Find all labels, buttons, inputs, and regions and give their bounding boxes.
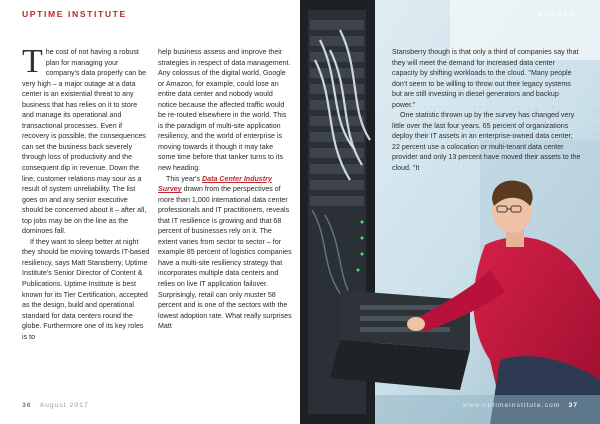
article-paragraph-6: One statistic thrown up by the survey has changed very little over the last four years. 65 percent of organizations deploy their IT assets in an enterprise-owned data center; 22 percent use a colocation or multi-tenant data center provider and only 13 percent have moved their assets to the cloud. "It [392, 111, 581, 173]
article-paragraph-5: Stansberry though is that only a third of companies say that they will meet the demand for increased data center capacity by shifting workloads to the cloud. "Many people don't seem to be willing to throw out their legacy systems but are still investing in diesel generators and backup power." [392, 48, 579, 109]
publication-brand: UPTIME INSTITUTE [22, 9, 127, 19]
right-page-number: 37 [568, 402, 578, 409]
issue-date: August 2017 [39, 402, 89, 409]
left-folio [22, 402, 89, 409]
section-label: EVENTS [538, 11, 576, 18]
left-page-number: 36 [22, 402, 32, 409]
paragraph-text: drawn from the perspectives of more than 1,000 international data center professionals and IT practitioners, reveals that IT resilience is growing and that 68 percent of businesses rely on it. The extent varies from sector to sector – for example 85 percent of logistics companies have a multi-site resiliency strategy that incorporates multiple data centers and relies on live IT application failover. Surprisingly, retail can only muster 58 percent and is one of the sectors with the lowest adoption rate. What really surprises Matt [158, 185, 292, 331]
paragraph-text: This year's [166, 174, 203, 183]
article-column-2 [158, 47, 292, 332]
website-url[interactable]: www.uptimeinstitute.com [462, 402, 561, 409]
right-folio [463, 402, 578, 409]
survey-link[interactable]: Data Center Industry Survey [158, 174, 272, 194]
article-paragraph-1 [22, 43, 150, 237]
article-column-3 [392, 47, 582, 174]
article-paragraph-3: help business assess and improve their strategies in respect of data management. Any colossus of the digital world, Google or Amazon, for example, could lose an entire data center and nobody would notice because the affected traffic would be re-routed elsewhere in the world. This is the paradigm of multi-site application resiliency, and the world of enterprise is moving towards it though it may take some time before that tanker turns to its new heading. [158, 48, 291, 173]
article-column-1 [22, 43, 150, 342]
drop-cap: T [22, 43, 43, 80]
article-paragraph-4 [158, 174, 292, 332]
paragraph-text: he cost of not having a robust plan for managing your company's data properly can be very high – a major outage at a data center is an existential threat to any business that has relies on it to store and manage its operational and transactional processes. Even if recovery is possible, the consequences can set the business back severely through loss of productivity and the consequent dip in revenue. Down the line, customer relations may sour as a result of system unreliability. The list goes on and any senior executive should be concerned about it – after all, top jobs may be on the line as the dominoes fall. [22, 48, 147, 236]
article-paragraph-2: If they want to sleep better at night they should be moving towards IT-based resiliency, says Matt Stansberry, Uptime Institute's Senior Director of Content & Publications. Uptime Institute is best known for its Tier Certification, accepted as the design, build and operational standard for data centers round the globe. Furthermore one of its key roles is to [22, 237, 150, 341]
